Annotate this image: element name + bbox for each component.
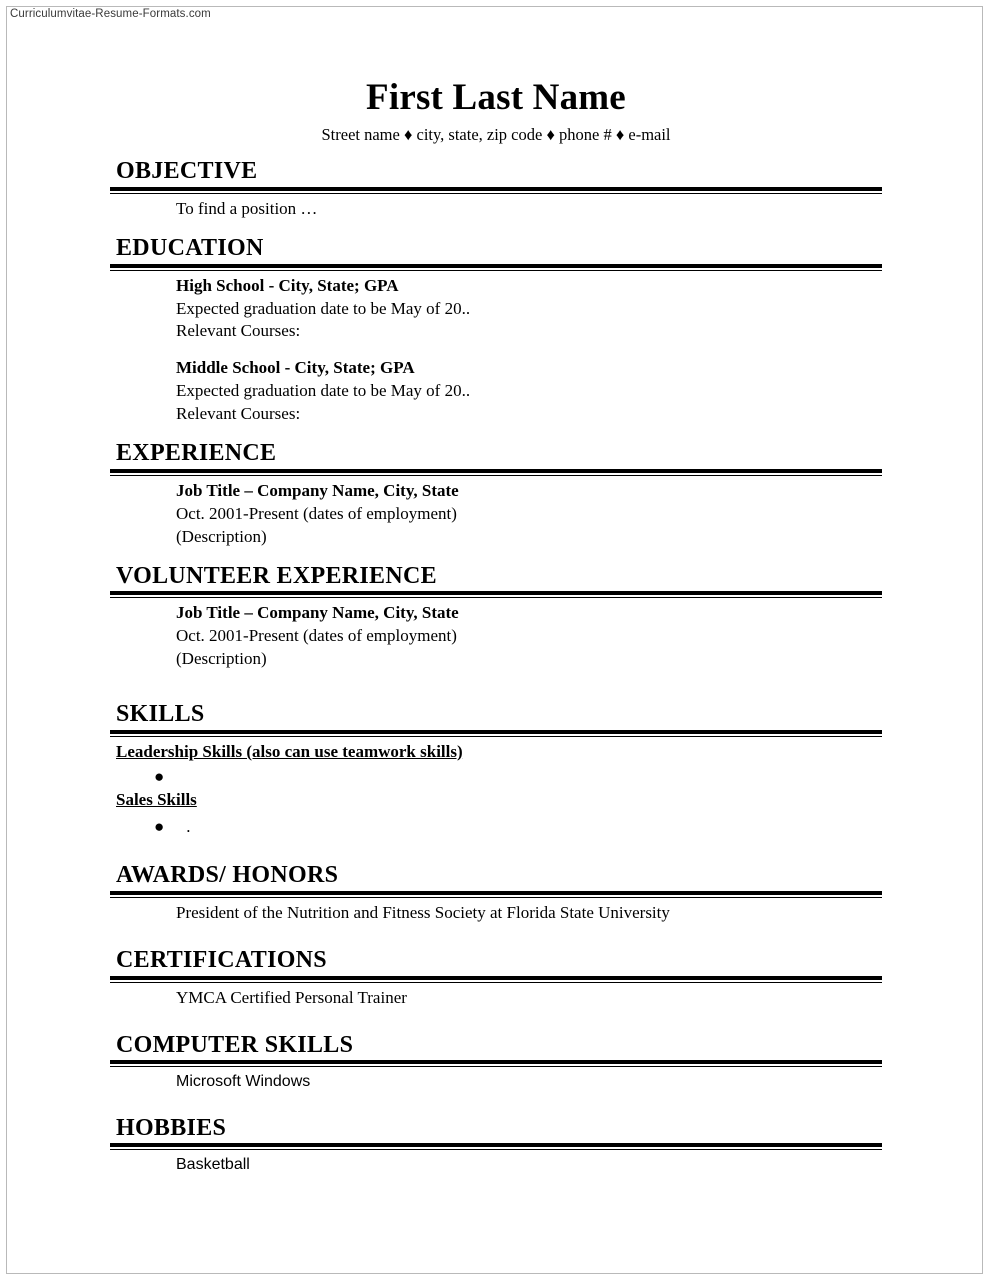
section-volunteer-experience <box>110 563 882 671</box>
section-skills <box>110 701 882 838</box>
awards-text: President of the Nutrition and Fitness Society at Florida State University <box>176 903 670 923</box>
education-entry <box>176 357 882 426</box>
resume-content <box>110 78 882 1176</box>
section-divider <box>110 187 882 194</box>
section-heading-experience: EXPERIENCE <box>116 440 277 467</box>
skill-group-heading: Leadership Skills (also can use teamwork skills) <box>116 741 463 761</box>
section-divider <box>110 730 882 737</box>
section-awards-honors <box>110 862 882 925</box>
skill-bullet-text: . <box>186 816 191 836</box>
hobbies-text: Basketball <box>176 1156 250 1174</box>
section-objective <box>110 158 882 221</box>
objective-body <box>176 198 882 221</box>
section-divider <box>110 469 882 476</box>
bullet-icon: ● <box>154 766 165 786</box>
section-divider <box>110 891 882 898</box>
objective-text: To find a position … <box>176 199 318 219</box>
skill-bullet-item <box>154 768 882 785</box>
section-education <box>110 235 882 426</box>
awards-body <box>176 902 882 925</box>
section-heading-objective: OBJECTIVE <box>116 158 258 185</box>
education-entry-line: Relevant Courses: <box>176 404 301 424</box>
section-heading-education: EDUCATION <box>116 235 264 262</box>
section-hobbies <box>110 1115 882 1176</box>
volunteer-body <box>176 602 882 671</box>
computer-skills-text: Microsoft Windows <box>176 1073 311 1091</box>
hobbies-body <box>176 1154 882 1176</box>
section-divider <box>110 264 882 271</box>
experience-entry-line: (Description) <box>176 526 267 546</box>
skills-body <box>110 741 882 839</box>
volunteer-entry-line: Oct. 2001-Present (dates of employment) <box>176 626 457 646</box>
section-divider <box>110 1143 882 1150</box>
section-certifications <box>110 947 882 1010</box>
computer-skills-body <box>176 1071 882 1093</box>
education-entry-line: Expected graduation date to be May of 20.. <box>176 381 471 401</box>
section-heading-hobbies: HOBBIES <box>116 1114 227 1141</box>
site-watermark: Curriculumvitae-Resume-Formats.com <box>10 8 211 20</box>
education-entry-line: Relevant Courses: <box>176 321 301 341</box>
section-heading-certifications: CERTIFICATIONS <box>116 946 327 973</box>
section-heading-volunteer: VOLUNTEER EXPERIENCE <box>116 562 437 589</box>
education-body <box>176 275 882 427</box>
section-divider <box>110 1060 882 1067</box>
section-divider <box>110 976 882 983</box>
section-divider <box>110 591 882 598</box>
section-experience <box>110 440 882 548</box>
experience-entry <box>176 480 882 549</box>
bullet-icon: ● <box>154 817 165 837</box>
section-computer-skills <box>110 1032 882 1093</box>
applicant-name: First Last Name <box>366 77 626 118</box>
volunteer-entry-heading: Job Title – Company Name, City, State <box>176 603 459 623</box>
certifications-text: YMCA Certified Personal Trainer <box>176 987 407 1007</box>
section-heading-computer-skills: COMPUTER SKILLS <box>116 1031 354 1058</box>
section-heading-awards: AWARDS/ HONORS <box>116 862 339 889</box>
experience-entry-heading: Job Title – Company Name, City, State <box>176 480 459 500</box>
education-entry <box>176 275 882 344</box>
volunteer-entry-line: (Description) <box>176 649 267 669</box>
section-heading-skills: SKILLS <box>116 701 205 728</box>
experience-entry-line: Oct. 2001-Present (dates of employment) <box>176 503 457 523</box>
experience-body <box>176 480 882 549</box>
education-entry-heading: High School - City, State; GPA <box>176 275 399 295</box>
education-entry-line: Expected graduation date to be May of 20.. <box>176 298 471 318</box>
skill-bullet-item <box>154 816 882 839</box>
skill-group-heading: Sales Skills <box>116 789 197 809</box>
contact-line: Street name ♦ city, state, zip code ♦ phone # ♦ e-mail <box>321 124 671 144</box>
education-entry-heading: Middle School - City, State; GPA <box>176 358 415 378</box>
volunteer-entry <box>176 602 882 671</box>
certifications-body <box>176 987 882 1010</box>
